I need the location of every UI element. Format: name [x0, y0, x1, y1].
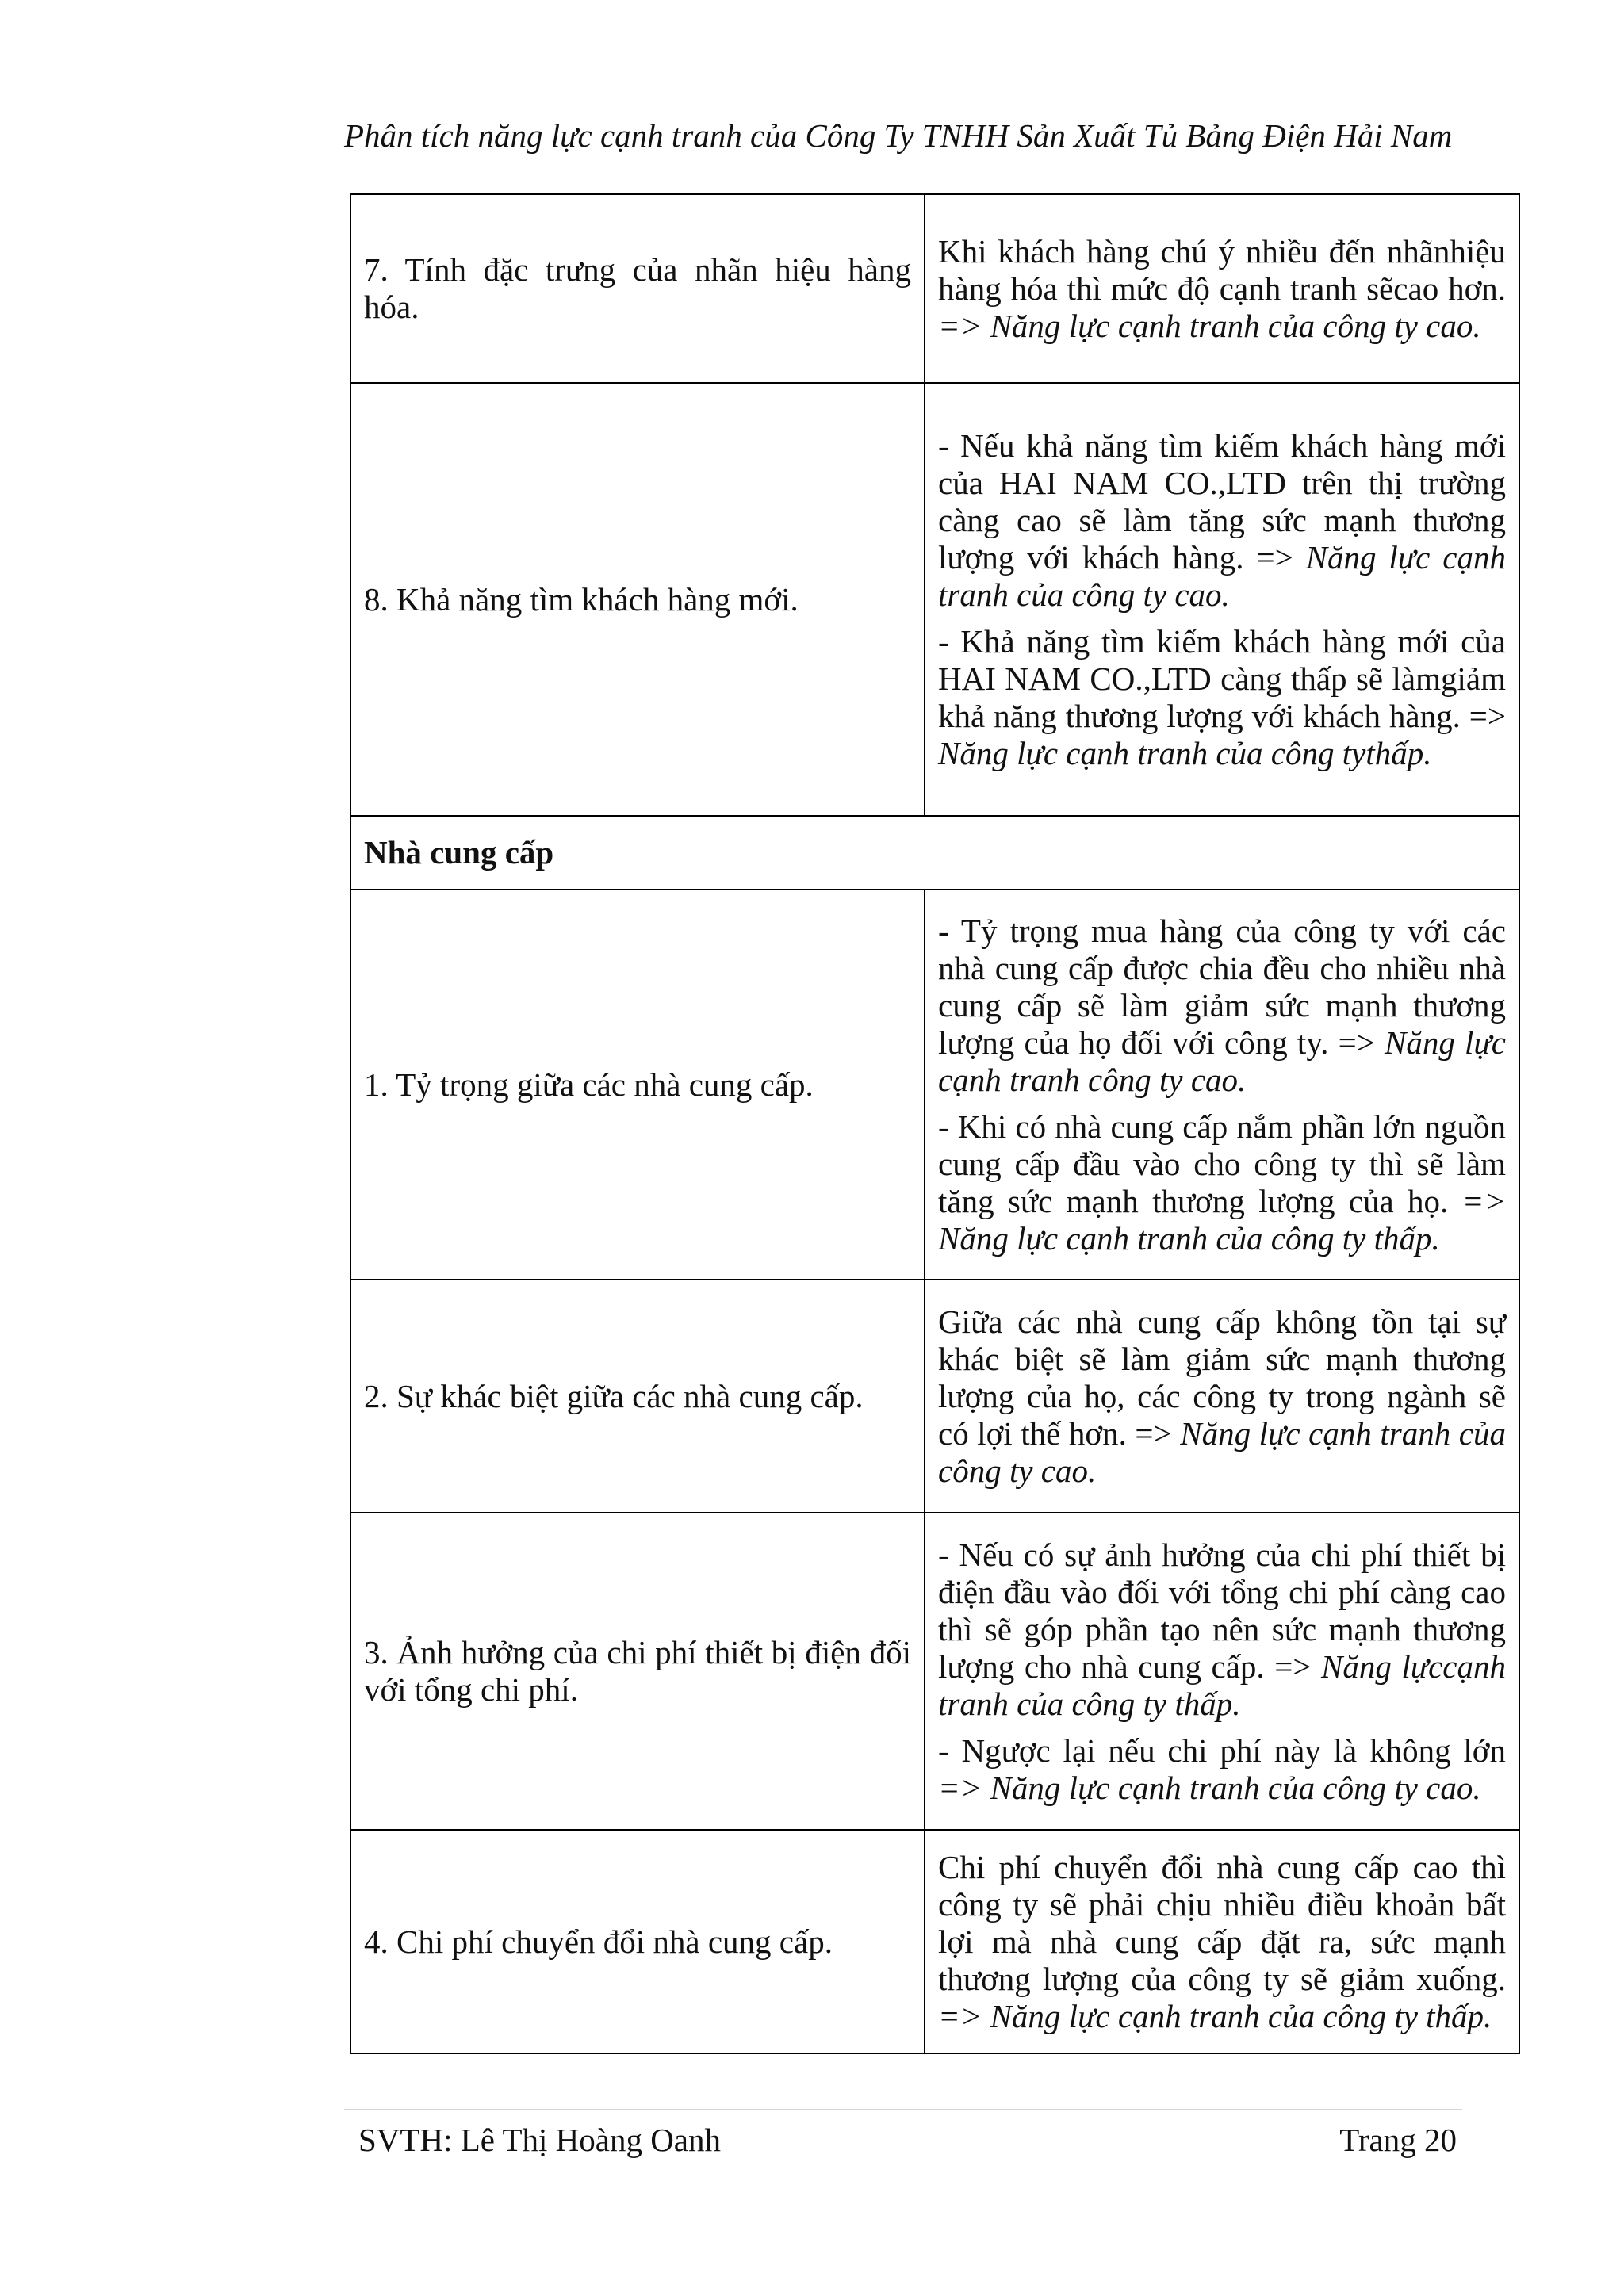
- analysis-cell: [925, 1513, 1519, 1830]
- competitiveness-table: [350, 193, 1520, 2054]
- analysis-conclusion: Năng lực cạnh tranh của công ty cao.: [938, 538, 1506, 613]
- analysis-paragraph: [938, 233, 1506, 345]
- analysis-conclusion: Năng lực cạnh tranh của công ty cao.: [938, 1414, 1506, 1489]
- analysis-paragraph: [938, 1849, 1506, 2035]
- table-row: [350, 383, 1519, 816]
- analysis-text: Giữa các nhà cung cấp không tồn tại sự khác biệt sẽ làm giảm sức mạnh thương lượng của họ, các công ty trong ngành sẽ có lợi thế hơn. =>: [938, 1303, 1506, 1452]
- section-row: [350, 816, 1519, 890]
- analysis-conclusion: => Năng lực cạnh tranh của công ty cao.: [938, 1769, 1481, 1806]
- analysis-conclusion: Năng lực cạnh tranh của công tythấp.: [938, 734, 1432, 771]
- factor-text: 1. Tỷ trọng giữa các nhà cung cấp.: [364, 1066, 814, 1103]
- page-header-title: Phân tích năng lực cạnh tranh của Công Ty TNHH Sản Xuất Tủ Bảng Điện Hải Nam: [344, 117, 1453, 154]
- analysis-conclusion: => Năng lực cạnh tranh của công ty thấp.: [938, 1182, 1506, 1257]
- analysis-text: - Tỷ trọng mua hàng của công ty với các nhà cung cấp được chia đều cho nhiều nhà cung cấp sẽ làm giảm sức mạnh thương lượng của họ đối với công ty. =>: [938, 912, 1506, 1061]
- factor-cell: [350, 1280, 925, 1513]
- analysis-text: - Khả năng tìm kiếm khách hàng mới của HAI NAM CO.,LTD càng thấp sẽ làmgiảm khả năng thương lượng với khách hàng. =>: [938, 622, 1506, 734]
- footer-divider: [344, 2109, 1462, 2110]
- factor-cell: [350, 383, 925, 816]
- factor-cell: [350, 1830, 925, 2053]
- analysis-paragraph: [938, 427, 1506, 614]
- factor-cell: [350, 194, 925, 383]
- analysis-text: - Khi có nhà cung cấp nắm phần lớn nguồn cung cấp đầu vào cho công ty thì sẽ làm tăng sức mạnh thương lượng của họ.: [938, 1108, 1506, 1219]
- analysis-paragraph: [938, 913, 1506, 1099]
- analysis-paragraph: [938, 1732, 1506, 1807]
- analysis-paragraph: [938, 623, 1506, 772]
- footer-page-number: Trang 20: [1339, 2122, 1457, 2158]
- factor-text: 2. Sự khác biệt giữa các nhà cung cấp.: [364, 1377, 864, 1414]
- analysis-paragraph: [938, 1536, 1506, 1723]
- analysis-cell: [925, 1280, 1519, 1513]
- analysis-cell: [925, 890, 1519, 1280]
- table-row: [350, 1280, 1519, 1513]
- analysis-conclusion: => Năng lực cạnh tranh của công ty cao.: [938, 307, 1481, 344]
- factor-text: 8. Khả năng tìm khách hàng mới.: [364, 580, 799, 618]
- table-row: [350, 890, 1519, 1280]
- analysis-conclusion: Năng lực cạnh tranh công ty cao.: [938, 1024, 1506, 1098]
- analysis-text: - Nếu khả năng tìm kiếm khách hàng mới của HAI NAM CO.,LTD trên thị trường càng cao sẽ làm tăng sức mạnh thương lượng với khách hàng. =>: [938, 427, 1506, 576]
- factor-text: 4. Chi phí chuyển đổi nhà cung cấp.: [364, 1923, 833, 1960]
- analysis-conclusion: Năng lựccạnh tranh của công ty thấp.: [938, 1647, 1506, 1722]
- analysis-text: - Ngược lại nếu chi phí này là không lớn: [938, 1732, 1506, 1769]
- analysis-paragraph: [938, 1303, 1506, 1490]
- factor-cell: [350, 1513, 925, 1830]
- analysis-text: Chi phí chuyển đổi nhà cung cấp cao thì công ty sẽ phải chịu nhiều điều khoản bất lợi mà nhà cung cấp đặt ra, sức mạnh thương lượng của công ty sẽ giảm xuống.: [938, 1848, 1506, 1997]
- table-row: [350, 194, 1519, 383]
- analysis-cell: [925, 383, 1519, 816]
- analysis-cell: [925, 1830, 1519, 2053]
- analysis-paragraph: [938, 1108, 1506, 1257]
- section-title: Nhà cung cấp: [350, 816, 1519, 890]
- analysis-text: - Nếu có sự ảnh hưởng của chi phí thiết bị điện đầu vào đối với tổng chi phí càng cao thì sẽ góp phần tạo nên sức mạnh thương lượng cho nhà cung cấp. =>: [938, 1536, 1506, 1685]
- analysis-cell: [925, 194, 1519, 383]
- factor-text: 7. Tính đặc trưng của nhãn hiệu hàng hóa.: [364, 251, 911, 325]
- table-row: [350, 1513, 1519, 1830]
- analysis-conclusion: => Năng lực cạnh tranh của công ty thấp.: [938, 1997, 1492, 2034]
- footer-author: SVTH: Lê Thị Hoàng Oanh: [358, 2122, 722, 2158]
- table-row: [350, 1830, 1519, 2053]
- factor-cell: [350, 890, 925, 1280]
- factor-text: 3. Ảnh hưởng của chi phí thiết bị điện đối với tổng chi phí.: [364, 1634, 911, 1708]
- analysis-text: Khi khách hàng chú ý nhiều đến nhãnhiệu hàng hóa thì mức độ cạnh tranh sẽcao hơn.: [938, 232, 1506, 307]
